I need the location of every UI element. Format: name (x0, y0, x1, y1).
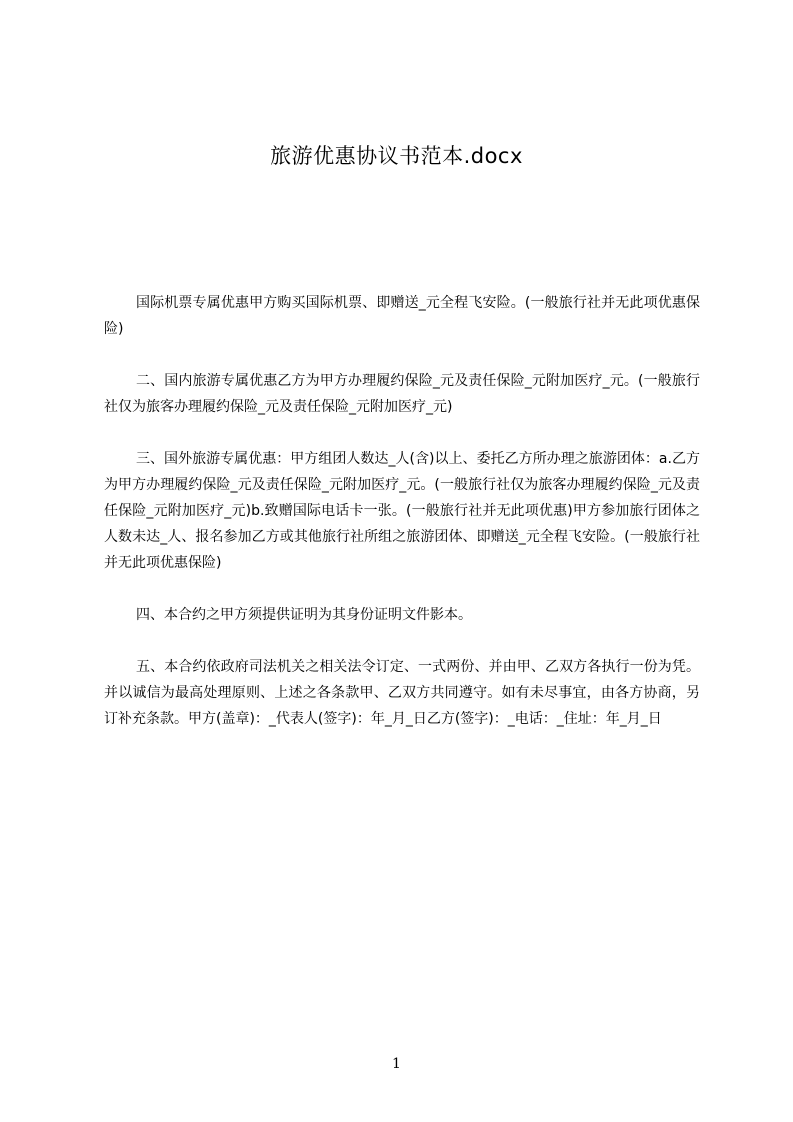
paragraph-overseas-travel: 三、国外旅游专属优惠：甲方组团人数达_人(含)以上、委托乙方所办理之旅游团体：a.乙方为甲方办理履约保险_元及责任保险_元附加医疗_元。(一般旅行社仅为旅客办理履约保险_元及责任保险_元附加医疗_元)b.致赠国际电话卡一张。(一般旅行社并无此项优惠)甲方参加旅行团体之人数未达_人、报名参加乙方或其他旅行社所组之旅游团体、即赠送_元全程飞安险。(一般旅行社并无此项优惠保险) (104, 451, 700, 571)
page-number: 1 (392, 1056, 401, 1072)
document-title: 旅游优惠协议书范本.docx (270, 144, 523, 168)
paragraph-domestic-travel: 二、国内旅游专属优惠乙方为甲方办理履约保险_元及责任保险_元附加医疗_元。(一般旅行社仅为旅客办理履约保险_元及责任保险_元附加医疗_元) (104, 373, 700, 415)
paragraph-international-flight: 国际机票专属优惠甲方购买国际机票、即赠送_元全程飞安险。(一般旅行社并无此项优惠保险) (104, 295, 700, 337)
document-body (104, 290, 700, 758)
paragraph-identity-proof: 四、本合约之甲方须提供证明为其身份证明文件影本。 (136, 607, 472, 623)
paragraph-contract-terms: 五、本合约依政府司法机关之相关法令订定、一式两份、并由甲、乙双方各执行一份为凭。并以诚信为最高处理原则、上述之各条款甲、乙双方共同遵守。如有未尽事宜，由各方协商，另订补充条款。甲方(盖章)：_代表人(签字)：年_月_日乙方(签字)：_电话：_住址：年_月_日 (104, 659, 700, 727)
